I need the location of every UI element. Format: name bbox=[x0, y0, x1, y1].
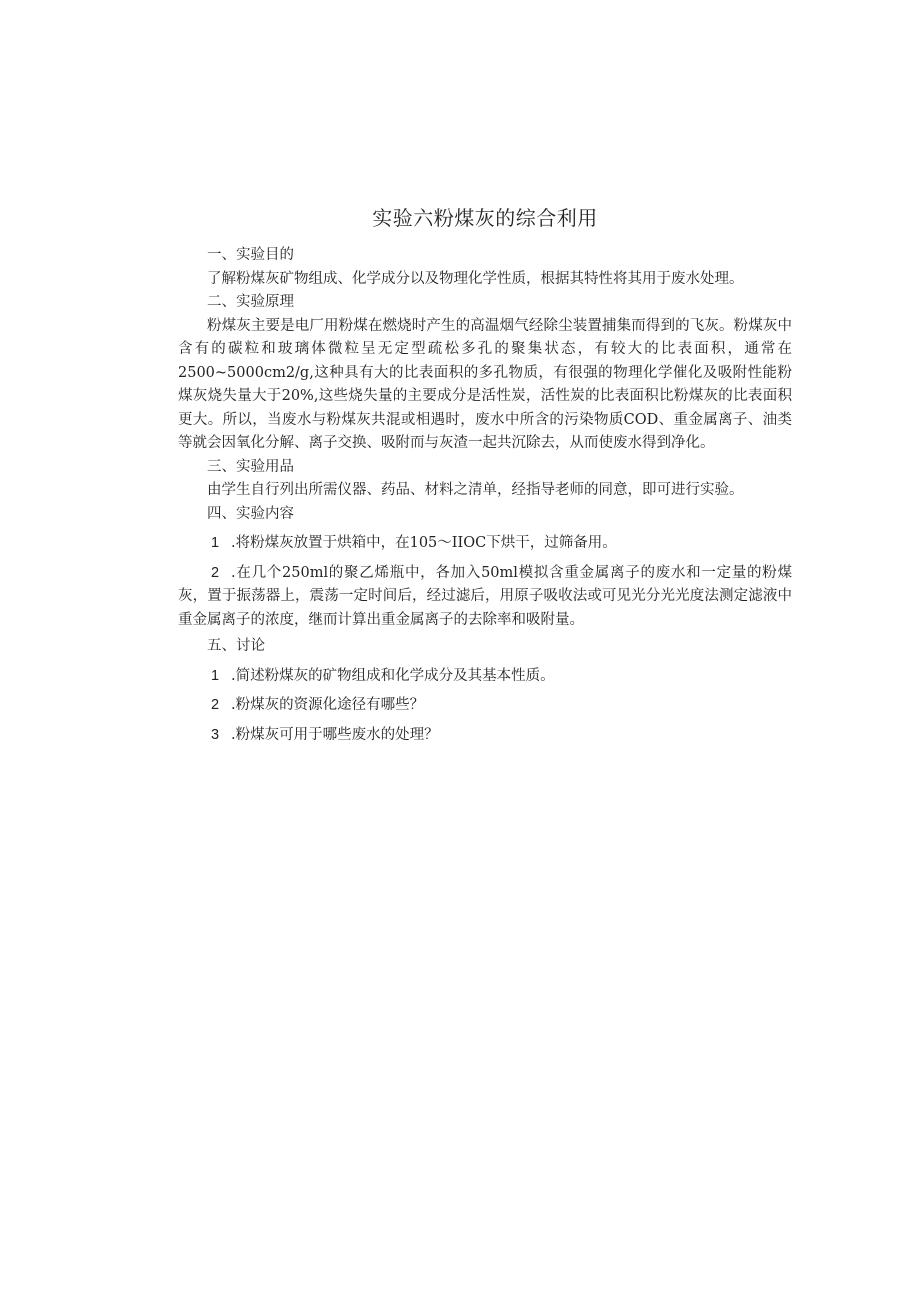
step-number: 1 bbox=[211, 535, 220, 551]
discussion-question-1 bbox=[178, 665, 792, 689]
question-number: 3 bbox=[211, 726, 220, 743]
section-heading-purpose: 一、实验目的 bbox=[207, 247, 294, 263]
step-number: 2 bbox=[211, 564, 220, 581]
document-title: 实验六粉煤灰的综合利用 bbox=[372, 206, 598, 230]
section-heading-principle: 二、实验原理 bbox=[207, 294, 294, 310]
supplies-paragraph: 由学生自行列出所需仪器、药品、材料之清单，经指导老师的同意，即可进行实验。 bbox=[207, 482, 744, 498]
question-number: 1 bbox=[211, 667, 220, 684]
discussion-question-3 bbox=[178, 724, 792, 748]
content-step-2 bbox=[178, 562, 792, 633]
purpose-paragraph: 了解粉煤灰矿物组成、化学成分以及物理化学性质，根据其特性将其用于废水处理。 bbox=[207, 270, 744, 287]
section-heading-content: 四、实验内容 bbox=[207, 505, 294, 522]
section-heading-supplies: 三、实验用品 bbox=[207, 458, 294, 475]
step-text: .将粉煤灰放置于烘箱中，在105～IIOC下烘干，过筛备用。 bbox=[231, 535, 617, 551]
content-step-1 bbox=[178, 532, 792, 556]
question-text: .简述粉煤灰的矿物组成和化学成分及其基本性质。 bbox=[231, 667, 555, 684]
step-text: .在几个250ml的聚乙烯瓶中，各加入50ml模拟含重金属离子的废水和一定量的粉煤灰，置于振荡器上，震荡一定时间后，经过滤后，用原子吸收法或可见光分光光度法测定滤液中重金属离子的浓度，继而计算出重金属离子的去除率和吸附量。 bbox=[178, 564, 792, 628]
question-text: .粉煤灰可用于哪些废水的处理？ bbox=[231, 726, 439, 743]
document-page bbox=[178, 204, 792, 750]
discussion-question-2 bbox=[178, 694, 792, 718]
principle-paragraph: 粉煤灰主要是电厂用粉煤在燃烧时产生的高温烟气经除尘装置捕集而得到的飞灰。粉煤灰中含有的碳粒和玻璃体微粒呈无定型疏松多孔的聚集状态，有较大的比表面积，通常在2500~5000cm2/g,这种具有大的比表面积的多孔物质，有很强的物理化学催化及吸附性能粉煤灰烧失量大于20%,这些烧失量的主要成分是活性炭，活性炭的比表面积比粉煤灰的比表面积更大。所以，当废水与粉煤灰共混或相遇时，废水中所含的污染物质COD、重金属离子、油类等就会因氧化分解、离子交换、吸附而与灰渣一起共沉除去，从而使废水得到净化。 bbox=[178, 317, 792, 451]
question-text: .粉煤灰的资源化途径有哪些？ bbox=[231, 697, 425, 713]
section-heading-discussion: 五、讨论 bbox=[207, 638, 265, 654]
question-number: 2 bbox=[211, 697, 220, 713]
